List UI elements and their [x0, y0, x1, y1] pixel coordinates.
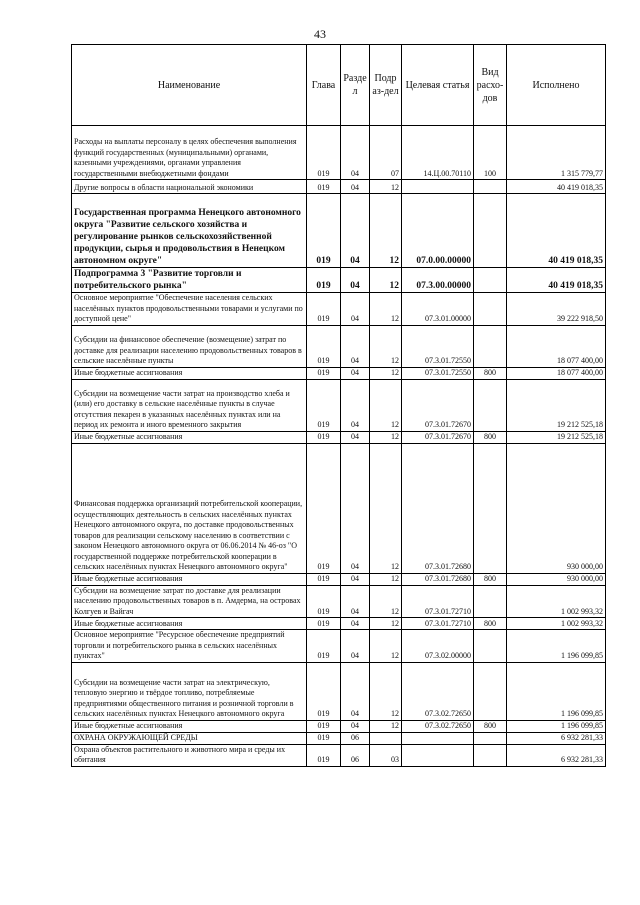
cell-name: Иные бюджетные ассигнования: [72, 573, 307, 585]
cell-razdel: 06: [341, 744, 370, 766]
cell-podrazdel: 12: [370, 293, 402, 326]
cell-vid: [474, 379, 507, 431]
cell-podrazdel: 12: [370, 630, 402, 663]
cell-amount: 39 222 918,50: [507, 293, 606, 326]
cell-amount: 18 077 400,00: [507, 325, 606, 367]
table-row: [72, 443, 606, 573]
cell-glava: 019: [307, 662, 341, 720]
cell-name: Субсидии на возмещение части затрат на электрическую, тепловую энергию и твёрдое топливо, потребляемые предприятиями общественного питания и розничной торговли в сельских населённых пунктах Ненецкого автономного округа: [72, 662, 307, 720]
cell-glava: 019: [307, 573, 341, 585]
cell-statya: 07.3.02.72650: [402, 720, 474, 732]
cell-vid: [474, 293, 507, 326]
cell-glava: 019: [307, 630, 341, 663]
cell-name: Другие вопросы в области национальной экономики: [72, 180, 307, 194]
cell-vid: [474, 194, 507, 268]
table-row: [72, 662, 606, 720]
cell-statya: 07.3.01.00000: [402, 293, 474, 326]
cell-podrazdel: 12: [370, 268, 402, 293]
cell-podrazdel: 12: [370, 431, 402, 443]
cell-podrazdel: 12: [370, 662, 402, 720]
cell-glava: 019: [307, 732, 341, 744]
cell-name: Субсидии на возмещение части затрат на производство хлеба и (или) его доставку в сельские населённые пункты в случае отсутствия пекарен в указанных населённых пунктах или на период их ремонта и иного временного закрытия: [72, 379, 307, 431]
cell-name: Субсидии на возмещение затрат по доставке для реализации населению продовольственных товаров в п. Амдерма, на островах Колгуев и Вайгач: [72, 585, 307, 618]
cell-vid: [474, 732, 507, 744]
cell-amount: 18 077 400,00: [507, 367, 606, 379]
cell-name: Иные бюджетные ассигнования: [72, 618, 307, 630]
cell-amount: 930 000,00: [507, 443, 606, 573]
cell-podrazdel: 12: [370, 180, 402, 194]
table-row: [72, 585, 606, 618]
table-row: [72, 180, 606, 194]
cell-razdel: 04: [341, 585, 370, 618]
cell-amount: 19 212 525,18: [507, 379, 606, 431]
cell-vid: [474, 268, 507, 293]
header-glava: Глава: [307, 45, 341, 126]
cell-name: Иные бюджетные ассигнования: [72, 367, 307, 379]
cell-name: Основное мероприятие "Обеспечение населения сельских населённых пунктов продовольственными товарами и услугами по доступной цене": [72, 293, 307, 326]
cell-statya: [402, 744, 474, 766]
cell-glava: 019: [307, 720, 341, 732]
budget-table: [71, 44, 606, 767]
cell-glava: 019: [307, 585, 341, 618]
cell-name: Иные бюджетные ассигнования: [72, 431, 307, 443]
cell-amount: 40 419 018,35: [507, 268, 606, 293]
header-row: [72, 45, 606, 126]
cell-podrazdel: 12: [370, 194, 402, 268]
cell-razdel: 04: [341, 367, 370, 379]
table-row: [72, 194, 606, 268]
cell-glava: 019: [307, 180, 341, 194]
cell-glava: 019: [307, 379, 341, 431]
cell-name: Основное мероприятие "Ресурсное обеспечение предприятий торговли и потребительского рынка в сельских населённых пунктах": [72, 630, 307, 663]
cell-statya: 07.3.02.00000: [402, 630, 474, 663]
cell-glava: 019: [307, 268, 341, 293]
cell-razdel: 04: [341, 431, 370, 443]
cell-glava: 019: [307, 194, 341, 268]
cell-razdel: 04: [341, 126, 370, 180]
cell-statya: [402, 732, 474, 744]
cell-razdel: 04: [341, 618, 370, 630]
cell-podrazdel: 12: [370, 325, 402, 367]
header-tselevaya-statya: Целевая статья: [402, 45, 474, 126]
cell-amount: 1 002 993,32: [507, 618, 606, 630]
cell-razdel: 04: [341, 180, 370, 194]
cell-statya: 14.Ц.00.70110: [402, 126, 474, 180]
cell-razdel: 04: [341, 662, 370, 720]
page-number: 43: [314, 27, 326, 41]
cell-razdel: 04: [341, 720, 370, 732]
cell-glava: 019: [307, 431, 341, 443]
table-row: [72, 268, 606, 293]
cell-podrazdel: 12: [370, 379, 402, 431]
cell-amount: 19 212 525,18: [507, 431, 606, 443]
cell-amount: 6 932 281,33: [507, 732, 606, 744]
cell-amount: 40 419 018,35: [507, 180, 606, 194]
table-row: [72, 573, 606, 585]
cell-razdel: 04: [341, 379, 370, 431]
cell-statya: 07.3.01.72550: [402, 367, 474, 379]
cell-name: Расходы на выплаты персоналу в целях обеспечения выполнения функций государственных (муниципальными) органами, казенными учреждениями, органами управления государственными внебюджетными фондами: [72, 126, 307, 180]
cell-podrazdel: [370, 732, 402, 744]
header-podrazdel: Подр аз-дел: [370, 45, 402, 126]
cell-podrazdel: 12: [370, 720, 402, 732]
table-row: [72, 720, 606, 732]
cell-vid: [474, 325, 507, 367]
header-ispolneno: Исполнено: [507, 45, 606, 126]
cell-glava: 019: [307, 325, 341, 367]
cell-razdel: 06: [341, 732, 370, 744]
cell-podrazdel: 12: [370, 618, 402, 630]
cell-statya: 07.3.01.72680: [402, 443, 474, 573]
table-row: [72, 293, 606, 326]
cell-statya: 07.3.00.00000: [402, 268, 474, 293]
cell-vid: 800: [474, 431, 507, 443]
cell-podrazdel: 12: [370, 573, 402, 585]
cell-razdel: 04: [341, 630, 370, 663]
table-row: [72, 732, 606, 744]
header-razdel: Разде л: [341, 45, 370, 126]
header-vid-raskhodov: Вид расхо-дов: [474, 45, 507, 126]
cell-amount: 6 932 281,33: [507, 744, 606, 766]
table-row: [72, 325, 606, 367]
cell-amount: 930 000,00: [507, 573, 606, 585]
cell-vid: 800: [474, 573, 507, 585]
cell-vid: [474, 180, 507, 194]
cell-vid: [474, 443, 507, 573]
cell-name: Подпрограмма 3 "Развитие торговли и потребительского рынка": [72, 268, 307, 293]
cell-vid: [474, 662, 507, 720]
table-row: [72, 367, 606, 379]
cell-razdel: 04: [341, 194, 370, 268]
cell-podrazdel: 12: [370, 443, 402, 573]
cell-glava: 019: [307, 126, 341, 180]
cell-name: Иные бюджетные ассигнования: [72, 720, 307, 732]
cell-glava: 019: [307, 443, 341, 573]
table-row: [72, 431, 606, 443]
cell-vid: 100: [474, 126, 507, 180]
cell-vid: 800: [474, 367, 507, 379]
cell-name: Охрана объектов растительного и животного мира и среды их обитания: [72, 744, 307, 766]
table-row: [72, 126, 606, 180]
table-row: [72, 618, 606, 630]
table-row: [72, 744, 606, 766]
cell-glava: 019: [307, 367, 341, 379]
table-row: [72, 630, 606, 663]
cell-razdel: 04: [341, 268, 370, 293]
cell-vid: [474, 585, 507, 618]
cell-amount: 40 419 018,35: [507, 194, 606, 268]
cell-glava: 019: [307, 293, 341, 326]
cell-statya: 07.3.01.72680: [402, 573, 474, 585]
cell-amount: 1 315 779,77: [507, 126, 606, 180]
cell-name: Государственная программа Ненецкого автономного округа "Развитие сельского хозяйства и регулирование рынков сельскохозяйственной продукции, сырья и продовольствия в Ненецком автономном округе": [72, 194, 307, 268]
cell-vid: [474, 744, 507, 766]
cell-podrazdel: 07: [370, 126, 402, 180]
cell-podrazdel: 12: [370, 367, 402, 379]
cell-amount: 1 196 099,85: [507, 720, 606, 732]
cell-statya: 07.0.00.00000: [402, 194, 474, 268]
cell-amount: 1 196 099,85: [507, 662, 606, 720]
cell-razdel: 04: [341, 325, 370, 367]
cell-statya: [402, 180, 474, 194]
table-row: [72, 379, 606, 431]
cell-razdel: 04: [341, 293, 370, 326]
cell-statya: 07.3.02.72650: [402, 662, 474, 720]
cell-glava: 019: [307, 744, 341, 766]
cell-razdel: 04: [341, 443, 370, 573]
cell-vid: 800: [474, 720, 507, 732]
cell-name: Финансовая поддержка организаций потребительской кооперации, осуществляющих деятельность в сельских населённых пунктах Ненецкого автономного округа, по доставке продовольственных товаров для реализации сельскому населению в соответствии с законом Ненецкого автономного округа от 06.06.2014 № 46-оз "О государственной поддержке потребительской кооперации в сельских населённых пунктах Ненецкого автономного округа": [72, 443, 307, 573]
cell-vid: 800: [474, 618, 507, 630]
cell-vid: [474, 630, 507, 663]
cell-podrazdel: 03: [370, 744, 402, 766]
cell-statya: 07.3.01.72670: [402, 431, 474, 443]
cell-glava: 019: [307, 618, 341, 630]
cell-statya: 07.3.01.72710: [402, 585, 474, 618]
cell-statya: 07.3.01.72710: [402, 618, 474, 630]
cell-razdel: 04: [341, 573, 370, 585]
header-name: Наименование: [72, 45, 307, 126]
cell-podrazdel: 12: [370, 585, 402, 618]
cell-amount: 1 196 099,85: [507, 630, 606, 663]
cell-amount: 1 002 993,32: [507, 585, 606, 618]
cell-name: Субсидии на финансовое обеспечение (возмещение) затрат по доставке для реализации населению продовольственных товаров в сельские населённые пункты: [72, 325, 307, 367]
cell-statya: 07.3.01.72550: [402, 325, 474, 367]
cell-statya: 07.3.01.72670: [402, 379, 474, 431]
cell-name: ОХРАНА ОКРУЖАЮЩЕЙ СРЕДЫ: [72, 732, 307, 744]
